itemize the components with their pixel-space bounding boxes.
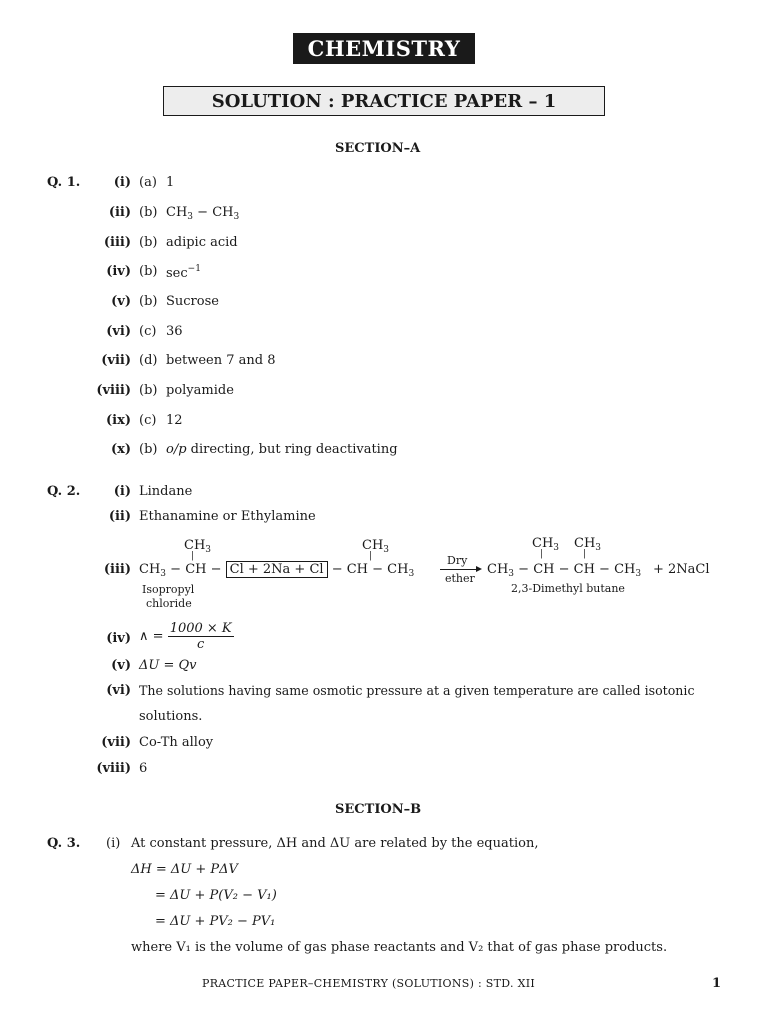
q2-v-answer: ΔU = Qv	[139, 658, 197, 673]
q1-item-answer: Sucrose	[166, 294, 219, 309]
q1-item-answer: 1	[166, 175, 175, 190]
bond-line: |	[369, 551, 373, 561]
q2-ii-answer: Ethanamine or Ethylamine	[139, 509, 316, 524]
ch3-substituent: $CH_3$	[532, 536, 560, 553]
q1-item-option: (b)	[139, 235, 158, 250]
q1-item-option: (c)	[139, 324, 157, 339]
bond-line: |	[191, 551, 195, 561]
q2-viii-answer: 6	[139, 761, 148, 776]
q2-vi-answer-line2: solutions.	[139, 709, 203, 724]
reagent-label: ether	[445, 572, 475, 585]
q1-item-number: (i)	[113, 175, 131, 190]
q2-v-number: (v)	[111, 658, 131, 673]
q1-item-number: (ii)	[108, 205, 131, 220]
q1-item-answer: o/p directing, but ring deactivating	[166, 442, 398, 457]
q1-item-option: (c)	[139, 413, 157, 428]
reactant-name: chloride	[146, 597, 192, 610]
q3-intro: At constant pressure, ΔH and ΔU are related by the equation,	[131, 836, 539, 851]
q3-label: Q. 3.	[47, 836, 81, 851]
q1-item-answer: between 7 and 8	[166, 353, 276, 368]
bond-line: |	[583, 549, 587, 559]
q2-vii-number: (vii)	[101, 735, 131, 750]
q1-item-option: (a)	[139, 175, 157, 190]
q1-item-answer: adipic acid	[166, 235, 238, 250]
q1-item-option: (b)	[139, 383, 158, 398]
product-formula: $CH_3$ − CH − CH − $CH_3$	[487, 562, 642, 579]
q2-iii-number: (iii)	[103, 562, 131, 577]
q2-vi-number: (vi)	[106, 683, 131, 698]
reactant-formula: $CH_3$ − CH − Cl + 2Na + Cl − CH − $CH_3$	[139, 562, 415, 579]
q1-item-number: (vii)	[101, 353, 131, 368]
q1-item-answer: polyamide	[166, 383, 234, 398]
q1-item-number: (vi)	[106, 324, 131, 339]
q1-label: Q. 1.	[47, 175, 81, 190]
section-a-heading: SECTION–A	[335, 141, 421, 156]
byproduct: + 2NaCl	[653, 562, 710, 577]
q1-item-number: (iii)	[103, 235, 131, 250]
ch3-substituent: $CH_3$	[184, 538, 212, 555]
q2-viii-number: (viii)	[96, 761, 131, 776]
section-b-heading: SECTION–B	[335, 802, 422, 817]
q1-item-number: (v)	[111, 294, 131, 309]
reactant-name: Isopropyl	[142, 583, 195, 596]
q1-item-answer: 36	[166, 324, 183, 339]
q1-item-option: (b)	[139, 264, 158, 279]
q1-item-option: (b)	[139, 442, 158, 457]
reagent-label: Dry	[447, 554, 468, 567]
page-title: CHEMISTRY	[293, 33, 475, 64]
q3-equation-3: = ΔU + PV₂ − PV₁	[155, 914, 276, 929]
q1-item-number: (viii)	[96, 383, 131, 398]
q3-part-label: (i)	[106, 836, 121, 851]
reaction-arrow	[440, 569, 480, 570]
q1-item-answer: $\sec^{-1}$	[166, 264, 201, 281]
q2-iv-number: (iv)	[106, 631, 131, 646]
q1-item-answer: 12	[166, 413, 183, 428]
product-name: 2,3-Dimethyl butane	[511, 582, 625, 595]
q2-i-answer: Lindane	[139, 484, 193, 499]
ch3-substituent: $CH_3$	[362, 538, 390, 555]
page-number: 1	[712, 976, 722, 991]
bond-line: |	[540, 549, 544, 559]
fraction-numerator: 1000 × K	[169, 621, 232, 636]
q2-i-number: (i)	[113, 484, 131, 499]
q2-vii-answer: Co-Th alloy	[139, 735, 214, 750]
conductivity-equation	[139, 621, 234, 652]
q2-label: Q. 2.	[47, 484, 81, 499]
ch3-substituent: $CH_3$	[574, 536, 602, 553]
fraction-denominator: c	[197, 637, 205, 652]
q1-item-option: (b)	[139, 294, 158, 309]
q3-equation-1: ΔH = ΔU + PΔV	[131, 862, 238, 877]
q1-item-number: (iv)	[106, 264, 131, 279]
q1-item-option: (d)	[139, 353, 158, 368]
equation-lhs: ∧ =	[139, 629, 164, 644]
q3-equation-2: = ΔU + P(V₂ − V₁)	[155, 888, 277, 903]
q1-item-option: (b)	[139, 205, 158, 220]
paper-subtitle: SOLUTION : PRACTICE PAPER – 1	[163, 86, 605, 116]
q2-vi-answer-line1: The solutions having same osmotic pressure at a given temperature are called isotonic	[139, 683, 695, 698]
q1-item-number: (ix)	[106, 413, 131, 428]
q2-ii-number: (ii)	[108, 509, 131, 524]
page-footer: PRACTICE PAPER–CHEMISTRY (SOLUTIONS) : STD. XII	[202, 977, 536, 990]
q3-where-note: where V₁ is the volume of gas phase reactants and V₂ that of gas phase products.	[131, 940, 668, 955]
arrow-head	[476, 566, 482, 572]
q1-item-number: (x)	[110, 442, 131, 457]
fraction	[168, 621, 234, 652]
q1-item-answer-formula: $CH_3 - CH_3$	[166, 205, 240, 222]
